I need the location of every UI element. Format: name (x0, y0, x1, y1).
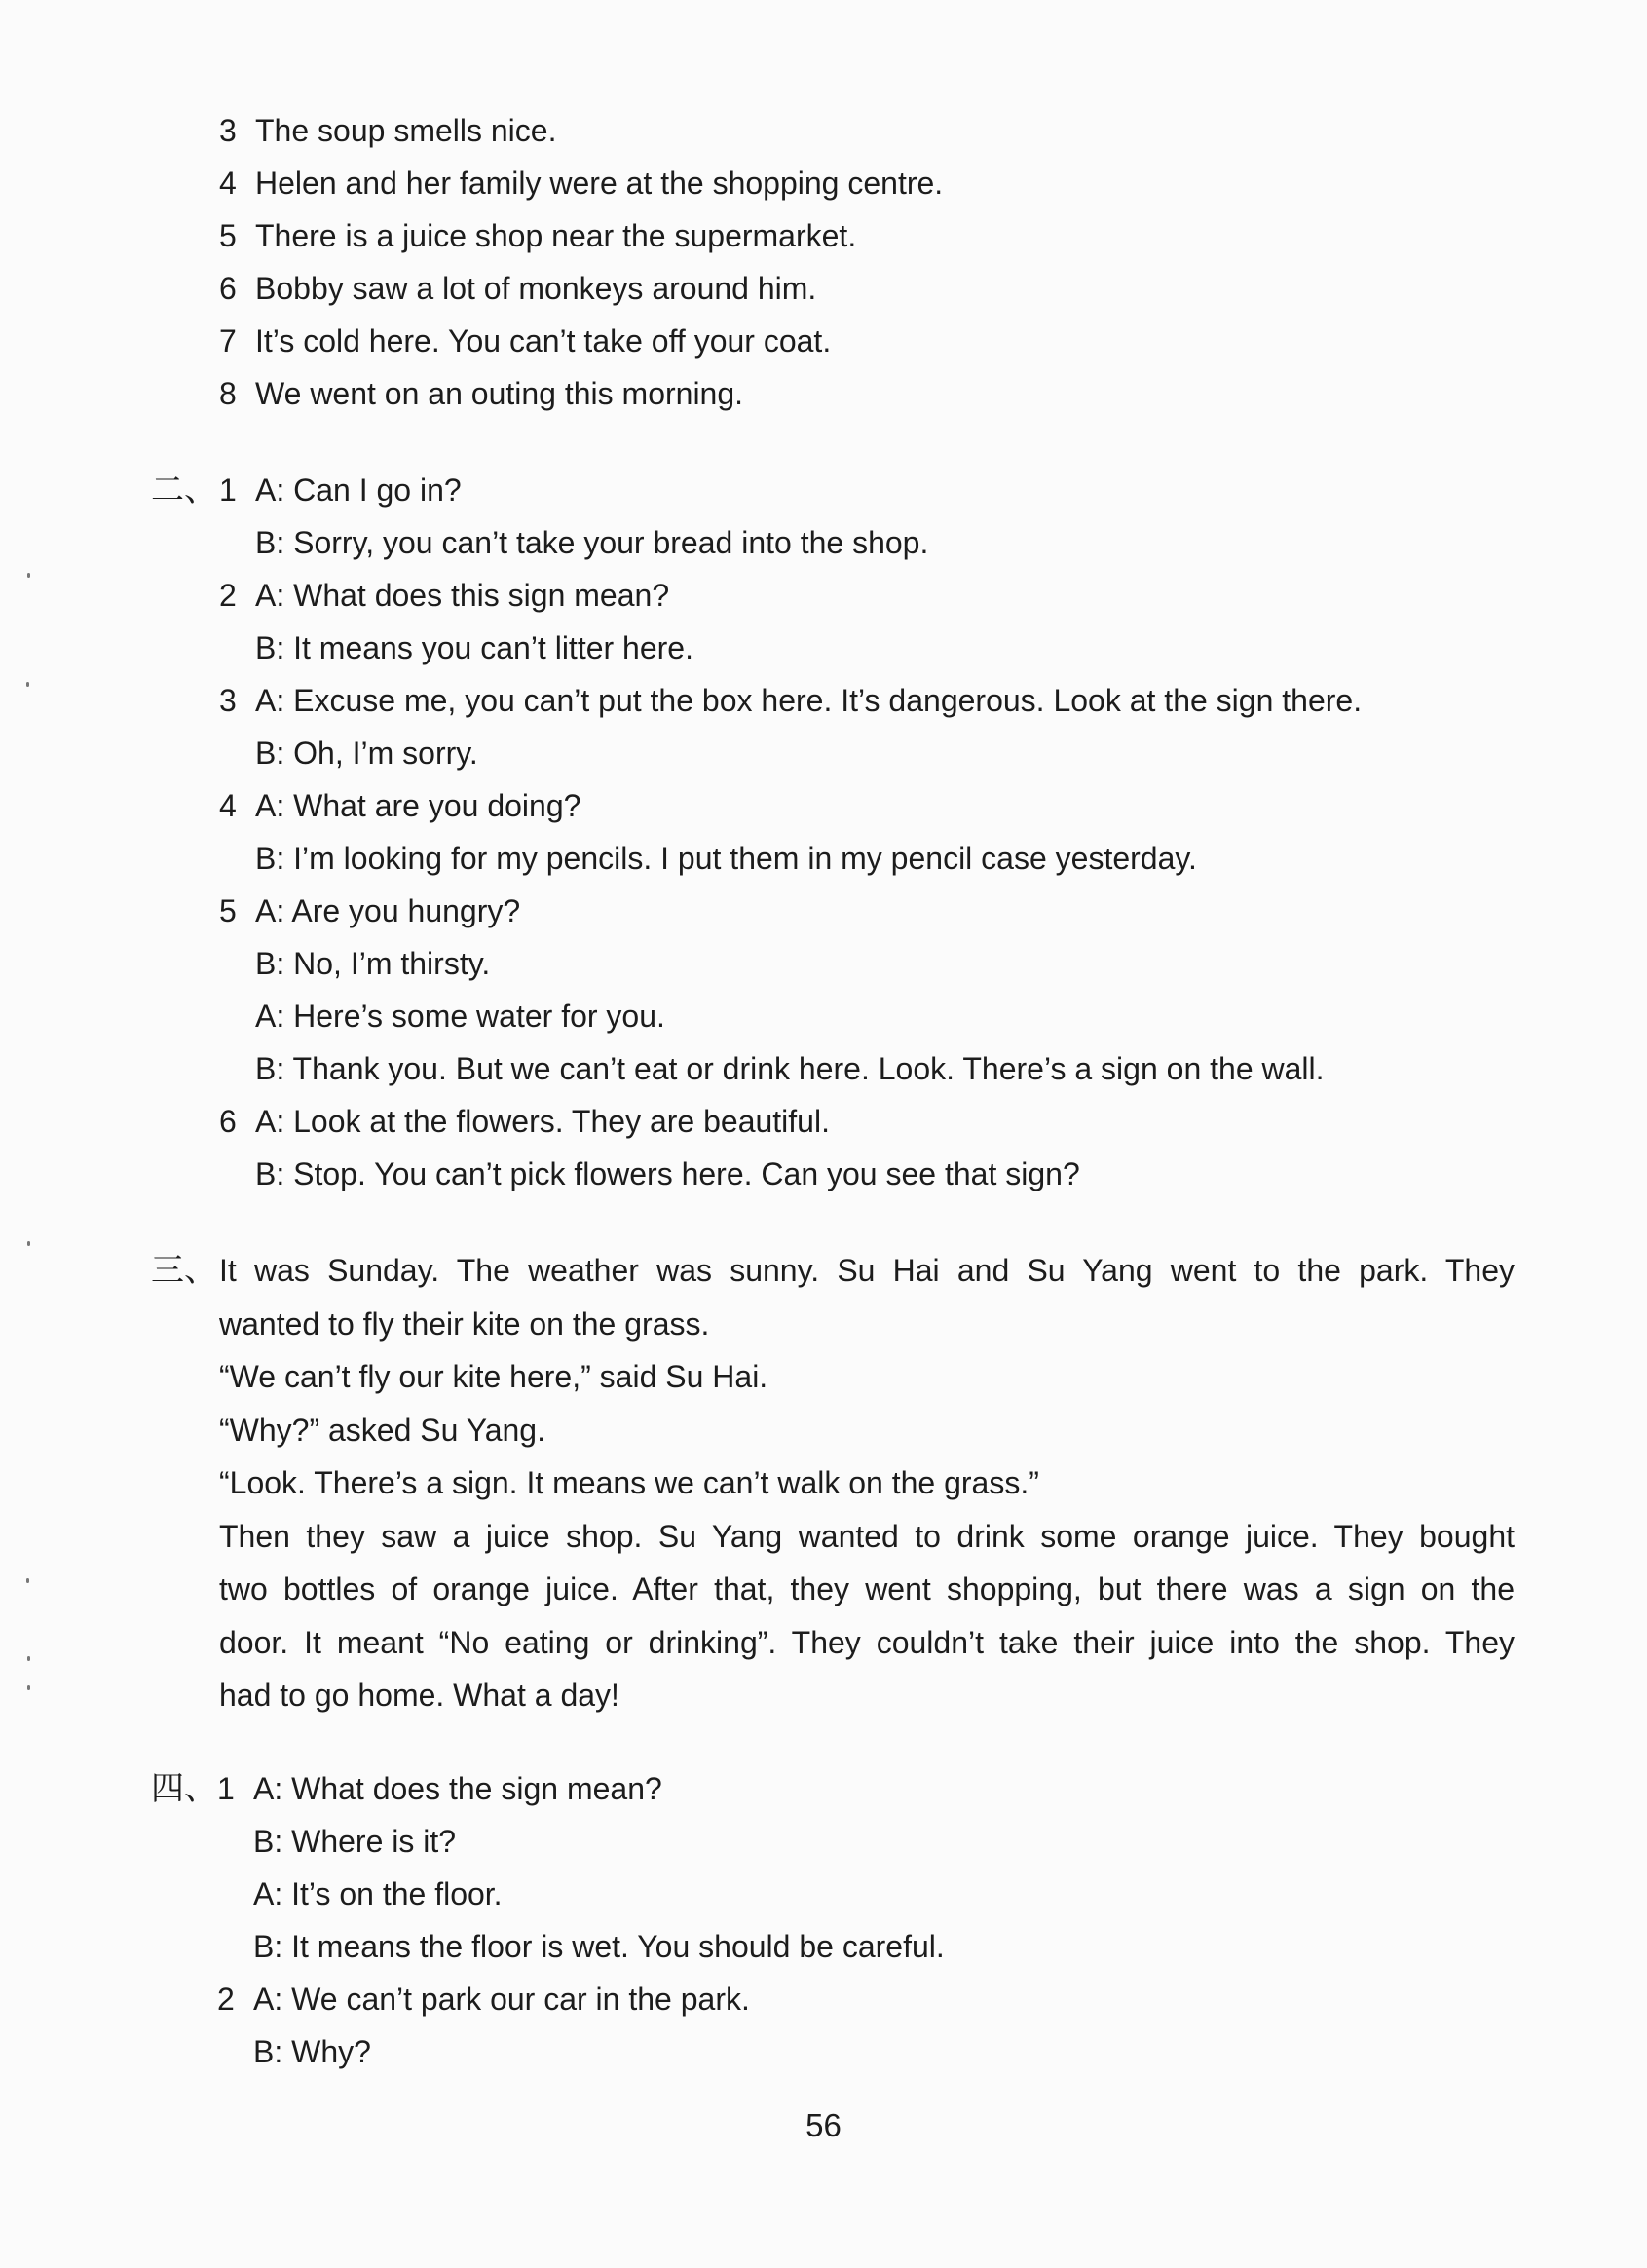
dialogue-text: A: Excuse me, you can’t put the box here. It’s dangerous. Look at the sign there. (255, 683, 1363, 718)
dialogue-line (219, 576, 669, 615)
scan-speck (27, 1241, 30, 1246)
dialogue-text: A: Look at the flowers. They are beautiful. (255, 1104, 830, 1139)
dialogue-text: A: We can’t park our car in the park. (253, 1982, 750, 2017)
item-number: 1 (219, 472, 237, 508)
page-number: 56 (805, 2107, 842, 2143)
section-marker: 二、 (151, 471, 217, 510)
dialogue-text: A: Are you hungry? (255, 893, 521, 928)
scan-speck (27, 573, 30, 578)
dialogue-text: A: What does the sign mean? (253, 1771, 662, 1806)
scan-speck (27, 1685, 30, 1690)
dialogue-text: B: Why? (253, 2034, 371, 2069)
item-text: We went on an outing this morning. (255, 376, 744, 411)
section-marker: 四、 (151, 1769, 217, 1808)
section-marker: 三、 (151, 1251, 217, 1290)
scan-speck (27, 1656, 30, 1661)
dialogue-line (219, 1154, 1080, 1193)
dialogue-line (219, 944, 490, 983)
item-number: 5 (219, 893, 237, 928)
story-paragraph (219, 1244, 1515, 1722)
item-number: 8 (219, 376, 237, 411)
dialogue-line (217, 1769, 662, 1808)
list-item (219, 216, 856, 255)
dialogue-line (219, 997, 665, 1036)
dialogue-text: A: Here’s some water for you. (255, 999, 665, 1034)
story-line: Then they saw a juice shop. Su Yang wanted to drink some orange juice. They bought (219, 1518, 1515, 1554)
dialogue-line (219, 786, 580, 825)
item-number: 6 (219, 271, 237, 306)
dialogue-text: A: It’s on the floor. (253, 1876, 503, 1911)
dialogue-line (217, 2032, 371, 2071)
dialogue-text: A: Can I go in? (255, 472, 462, 508)
dialogue-text: B: It means the floor is wet. You should be careful. (253, 1929, 945, 1964)
list-item (219, 269, 816, 308)
story-line: two bottles of orange juice. After that, they went shopping, but there was a sign on the (219, 1571, 1515, 1606)
item-text: There is a juice shop near the supermarket. (255, 218, 857, 253)
story-line: “Look. There’s a sign. It means we can’t walk on the grass.” (219, 1465, 1039, 1500)
scan-speck (26, 1578, 29, 1583)
list-item (219, 111, 556, 150)
dialogue-text: B: Sorry, you can’t take your bread into the shop. (255, 525, 929, 560)
dialogue-line (219, 471, 462, 510)
story-line: wanted to fly their kite on the grass. (219, 1305, 710, 1342)
dialogue-line (219, 891, 520, 930)
dialogue-line (219, 681, 1362, 720)
dialogue-text: B: Stop. You can’t pick flowers here. Can you see that sign? (255, 1156, 1080, 1191)
item-number: 2 (217, 1982, 235, 2017)
item-number: 7 (219, 323, 237, 359)
dialogue-text: A: What does this sign mean? (255, 578, 670, 613)
item-number: 3 (219, 113, 237, 148)
item-number: 5 (219, 218, 237, 253)
dialogue-text: B: Oh, I’m sorry. (255, 736, 478, 771)
item-number: 4 (219, 788, 237, 823)
dialogue-line (217, 1874, 503, 1913)
list-item (219, 164, 943, 203)
story-line: It was Sunday. The weather was sunny. Su Hai and Su Yang went to the park. They (219, 1253, 1515, 1288)
dialogue-line (217, 1822, 456, 1861)
dialogue-line (219, 1049, 1325, 1088)
dialogue-text: B: No, I’m thirsty. (255, 946, 491, 981)
list-item (219, 374, 743, 413)
item-number: 6 (219, 1104, 237, 1139)
dialogue-text: B: I’m looking for my pencils. I put them in my pencil case yesterday. (255, 841, 1197, 876)
dialogue-text: B: It means you can’t litter here. (255, 630, 693, 665)
dialogue-line (219, 628, 693, 667)
list-item (219, 321, 831, 360)
item-number: 1 (217, 1771, 235, 1806)
item-text: Bobby saw a lot of monkeys around him. (255, 271, 817, 306)
scan-speck (26, 682, 29, 687)
dialogue-line (219, 734, 478, 773)
item-text: The soup smells nice. (255, 113, 557, 148)
story-line: “We can’t fly our kite here,” said Su Hai. (219, 1359, 768, 1394)
dialogue-line (217, 1980, 750, 2019)
dialogue-text: B: Where is it? (253, 1824, 457, 1859)
story-line: had to go home. What a day! (219, 1678, 619, 1713)
dialogue-line (217, 1927, 945, 1966)
dialogue-line (219, 523, 928, 562)
item-number: 2 (219, 578, 237, 613)
dialogue-text: B: Thank you. But we can’t eat or drink here. Look. There’s a sign on the wall. (255, 1051, 1325, 1086)
item-number: 4 (219, 166, 237, 201)
item-number: 3 (219, 683, 237, 718)
item-text: It’s cold here. You can’t take off your coat. (255, 323, 832, 359)
item-text: Helen and her family were at the shopping centre. (255, 166, 944, 201)
story-line: door. It meant “No eating or drinking”. They couldn’t take their juice into the shop. They (219, 1624, 1515, 1660)
dialogue-line (219, 1102, 830, 1141)
story-line: “Why?” asked Su Yang. (219, 1412, 545, 1448)
dialogue-line (219, 839, 1197, 878)
dialogue-text: A: What are you doing? (255, 788, 581, 823)
